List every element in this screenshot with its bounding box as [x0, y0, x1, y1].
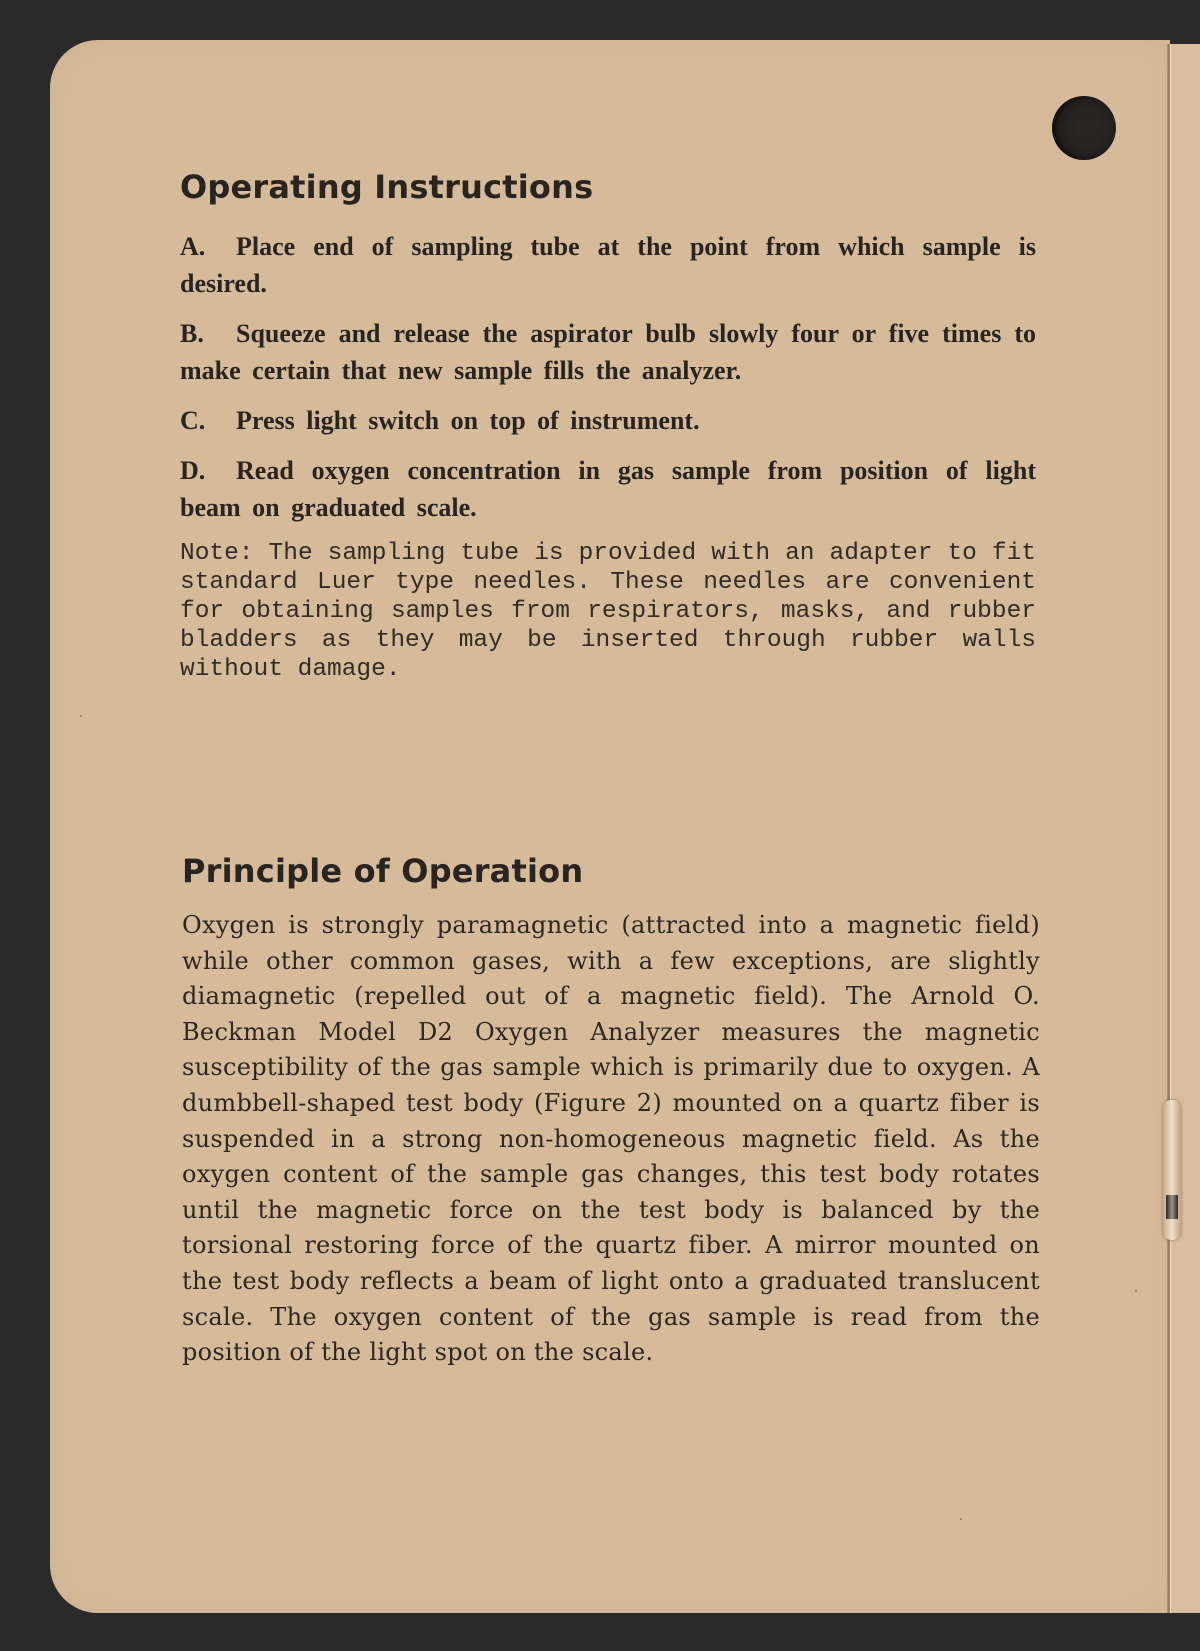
principle-of-operation-body: Oxygen is strongly paramagnetic (attracted into a magnetic field) while other common gases, with a few exceptions, are slightly diamagnetic (repelled out of a magnetic field). The Arnold O. Beckman Model D2 Oxygen Analyzer measures the magnetic susceptibility of the gas sample which is primarily due to oxygen. A dumbbell-shaped test body (Figure 2) mounted on a quartz fiber is suspended in a strong non-homogeneous magnetic field. As the oxygen content of the sample gas changes, this test body rotates until the magnetic force on the test body is balanced by the torsional restoring force of the quartz fiber. A mirror mounted on the test body reflects a beam of light onto a graduated translucent scale. The oxygen content of the gas sample is read from the position of the light spot on the scale. [182, 911, 1040, 1367]
step-letter: C. [180, 406, 206, 435]
step-text: Squeeze and release the aspirator bulb slowly four or five times to make certain that new sample fills the analyzer. [180, 319, 1036, 385]
operating-instructions-section [180, 168, 1036, 684]
instruction-step-c [180, 402, 1036, 439]
instruction-step-b [180, 315, 1036, 389]
step-text: Read oxygen concentration in gas sample from position of light beam on graduated scale. [180, 456, 1036, 522]
sampling-tube-note: Note: The sampling tube is provided with an adapter to fit standard Luer type needles. These needles are convenient for obtaining samples from respirators, masks, and rubber bladders as they may be inserted through rubber walls without damage. [180, 540, 1036, 683]
principle-of-operation-heading: Principle of Operation [182, 852, 584, 890]
paper-speck [1135, 1290, 1137, 1292]
instruction-step-d [180, 452, 1036, 526]
step-text: Place end of sampling tube at the point from which sample is desired. [180, 232, 1036, 298]
step-letter: B. [180, 319, 204, 348]
principle-of-operation-section [182, 852, 1040, 1371]
paper-speck [80, 715, 82, 717]
step-letter: D. [180, 456, 206, 485]
step-text: Press light switch on top of instrument. [236, 406, 700, 435]
step-letter: A. [180, 232, 206, 261]
instruction-steps [180, 228, 1036, 526]
instruction-step-a [180, 228, 1036, 302]
punch-hole [1052, 96, 1116, 160]
binding-staple [1163, 1100, 1181, 1240]
facing-page-edge [1170, 44, 1200, 1613]
operating-instructions-heading: Operating Instructions [180, 168, 594, 206]
paper-speck [960, 1518, 962, 1520]
